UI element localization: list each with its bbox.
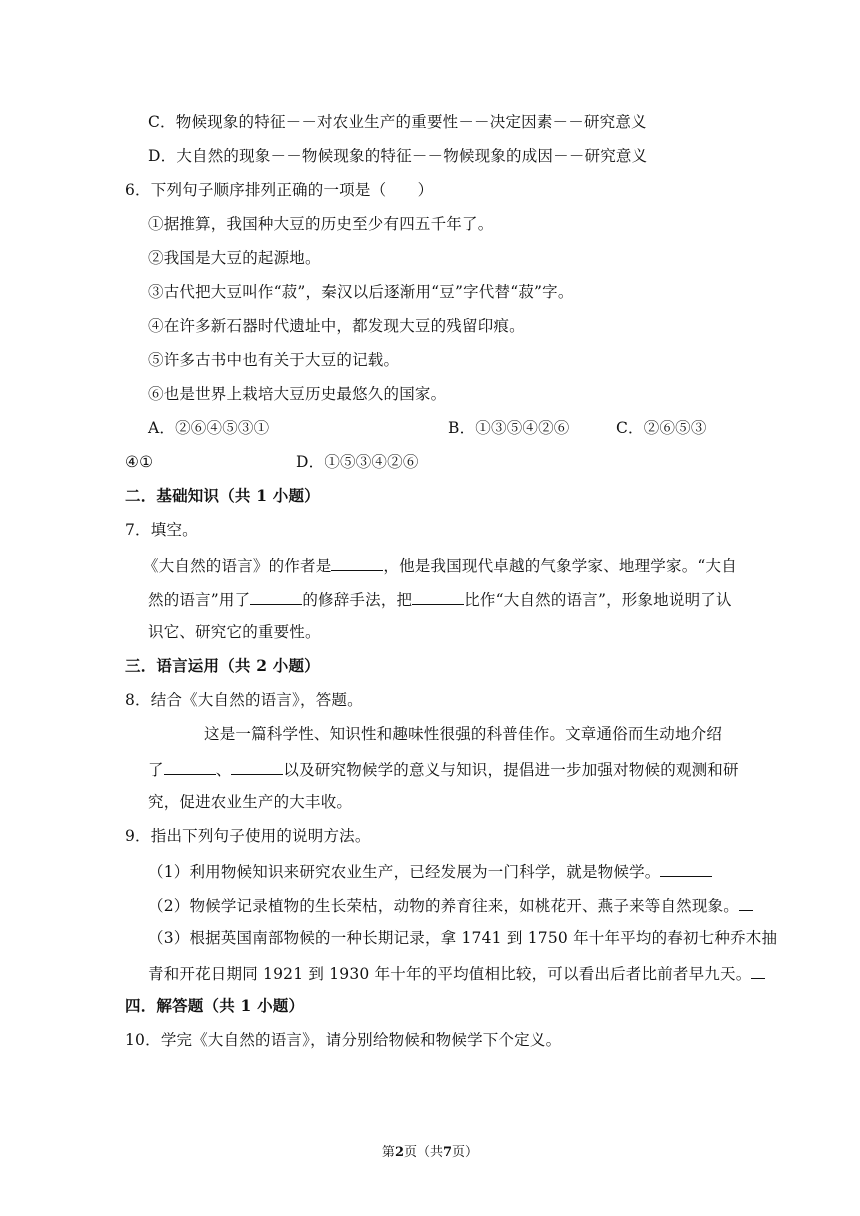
q7-stem: 7．填空。 (125, 521, 198, 539)
q7-line-1-text-a: 《大自然的语言》的作者是 (143, 557, 332, 575)
q8-stem: 8．结合《大自然的语言》，答题。 (125, 691, 363, 709)
footer-page-number: 2 (394, 1145, 404, 1160)
section-heading-basic-knowledge: 二．基础知识（共 1 小题） (125, 486, 320, 505)
q8-line-2-text-a: 了 (148, 761, 164, 779)
q9-stem: 9．指出下列句子使用的说明方法。 (125, 827, 371, 845)
q6-sentence-6: ⑥也是世界上栽培大豆历史最悠久的国家。 (148, 385, 447, 403)
q9-part-1 (148, 860, 712, 882)
q8-line-1: 这是一篇科学性、知识性和趣味性很强的科普佳作。文章通俗而生动地介绍 (204, 725, 723, 743)
q7-blank-rhetoric[interactable] (250, 588, 302, 605)
q6-sentence-5: ⑤许多古书中也有关于大豆的记载。 (148, 351, 400, 369)
footer-prefix: 第 (381, 1145, 395, 1160)
q6-option-c-continued: ④① (125, 453, 154, 471)
section-heading-language-use: 三．语言运用（共 2 小题） (125, 656, 320, 675)
q7-line-1 (143, 554, 737, 576)
q7-line-2-text-c: 比作“大自然的语言”，形象地说明了认 (464, 591, 732, 609)
q10-stem: 10．学完《大自然的语言》，请分别给物候和物候学下个定义。 (125, 1031, 562, 1049)
q9-part-3-line-2 (148, 962, 765, 984)
footer-middle: 页（共 (403, 1145, 443, 1160)
footer-total-pages: 7 (443, 1145, 453, 1160)
q8-line-2-text-c: 以及研究物候学的意义与知识，提倡进一步加强对物候的观测和研 (283, 761, 739, 779)
q5-option-d: D．大自然的现象－－物候现象的特征－－物候现象的成因－－研究意义 (148, 147, 648, 165)
footer-suffix: 页） (452, 1145, 479, 1160)
q7-line-2-text-a: 然的语言”用了 (148, 591, 251, 609)
q7-line-3: 识它、研究它的重要性。 (148, 623, 321, 641)
q9-blank-1[interactable] (660, 860, 712, 877)
section-heading-answer-questions: 四．解答题（共 1 小题） (125, 996, 305, 1015)
q6-sentence-3: ③古代把大豆叫作“菽”，秦汉以后逐渐用“豆”字代替“菽”字。 (148, 283, 574, 301)
q7-line-1-text-b: ，他是我国现代卓越的气象学家、地理学家。“大自 (383, 557, 737, 575)
q6-option-c: C．②⑥⑤③ (616, 419, 707, 437)
q7-blank-compared-object[interactable] (412, 588, 464, 605)
q8-line-2 (148, 758, 739, 780)
q7-line-2 (148, 588, 732, 610)
q6-option-a: A．②⑥④⑤③① (148, 419, 270, 437)
q5-option-c: C．物候现象的特征－－对农业生产的重要性－－决定因素－－研究意义 (148, 113, 647, 131)
q9-part-1-text: （1）利用物候知识来研究农业生产，已经发展为一门科学，就是物候学。 (148, 863, 661, 881)
q6-stem: 6．下列句子顺序排列正确的一项是（ ） (125, 181, 434, 199)
q9-blank-2[interactable] (739, 894, 753, 911)
q6-sentence-2: ②我国是大豆的起源地。 (148, 249, 321, 267)
q9-part-3-line-1: （3）根据英国南部物候的一种长期记录，拿 1741 到 1750 年十年平均的春初七种乔木抽 (148, 929, 778, 947)
q8-blank-2[interactable] (231, 758, 283, 775)
q9-blank-3[interactable] (751, 962, 765, 979)
q9-part-3-line-2-text: 青和开花日期同 1921 到 1930 年十年的平均值相比较，可以看出后者比前者早九天。 (148, 965, 752, 983)
q8-line-3: 究，促进农业生产的大丰收。 (148, 793, 353, 811)
q8-blank-1[interactable] (164, 758, 216, 775)
q6-option-d: D．①⑤③④②⑥ (296, 453, 419, 471)
q9-part-2 (148, 894, 753, 916)
q6-option-b: B．①③⑤④②⑥ (448, 419, 570, 437)
page-footer (0, 1141, 860, 1160)
q6-sentence-4: ④在许多新石器时代遗址中，都发现大豆的残留印痕。 (148, 317, 525, 335)
q6-sentence-1: ①据推算，我国种大豆的历史至少有四五千年了。 (148, 215, 494, 233)
q7-blank-author[interactable] (331, 554, 383, 571)
q7-line-2-text-b: 的修辞手法，把 (302, 591, 413, 609)
q9-part-2-text: （2）物候学记录植物的生长荣枯，动物的养育往来，如桃花开、燕子来等自然现象。 (148, 897, 739, 915)
q8-line-2-text-b: 、 (215, 761, 232, 779)
